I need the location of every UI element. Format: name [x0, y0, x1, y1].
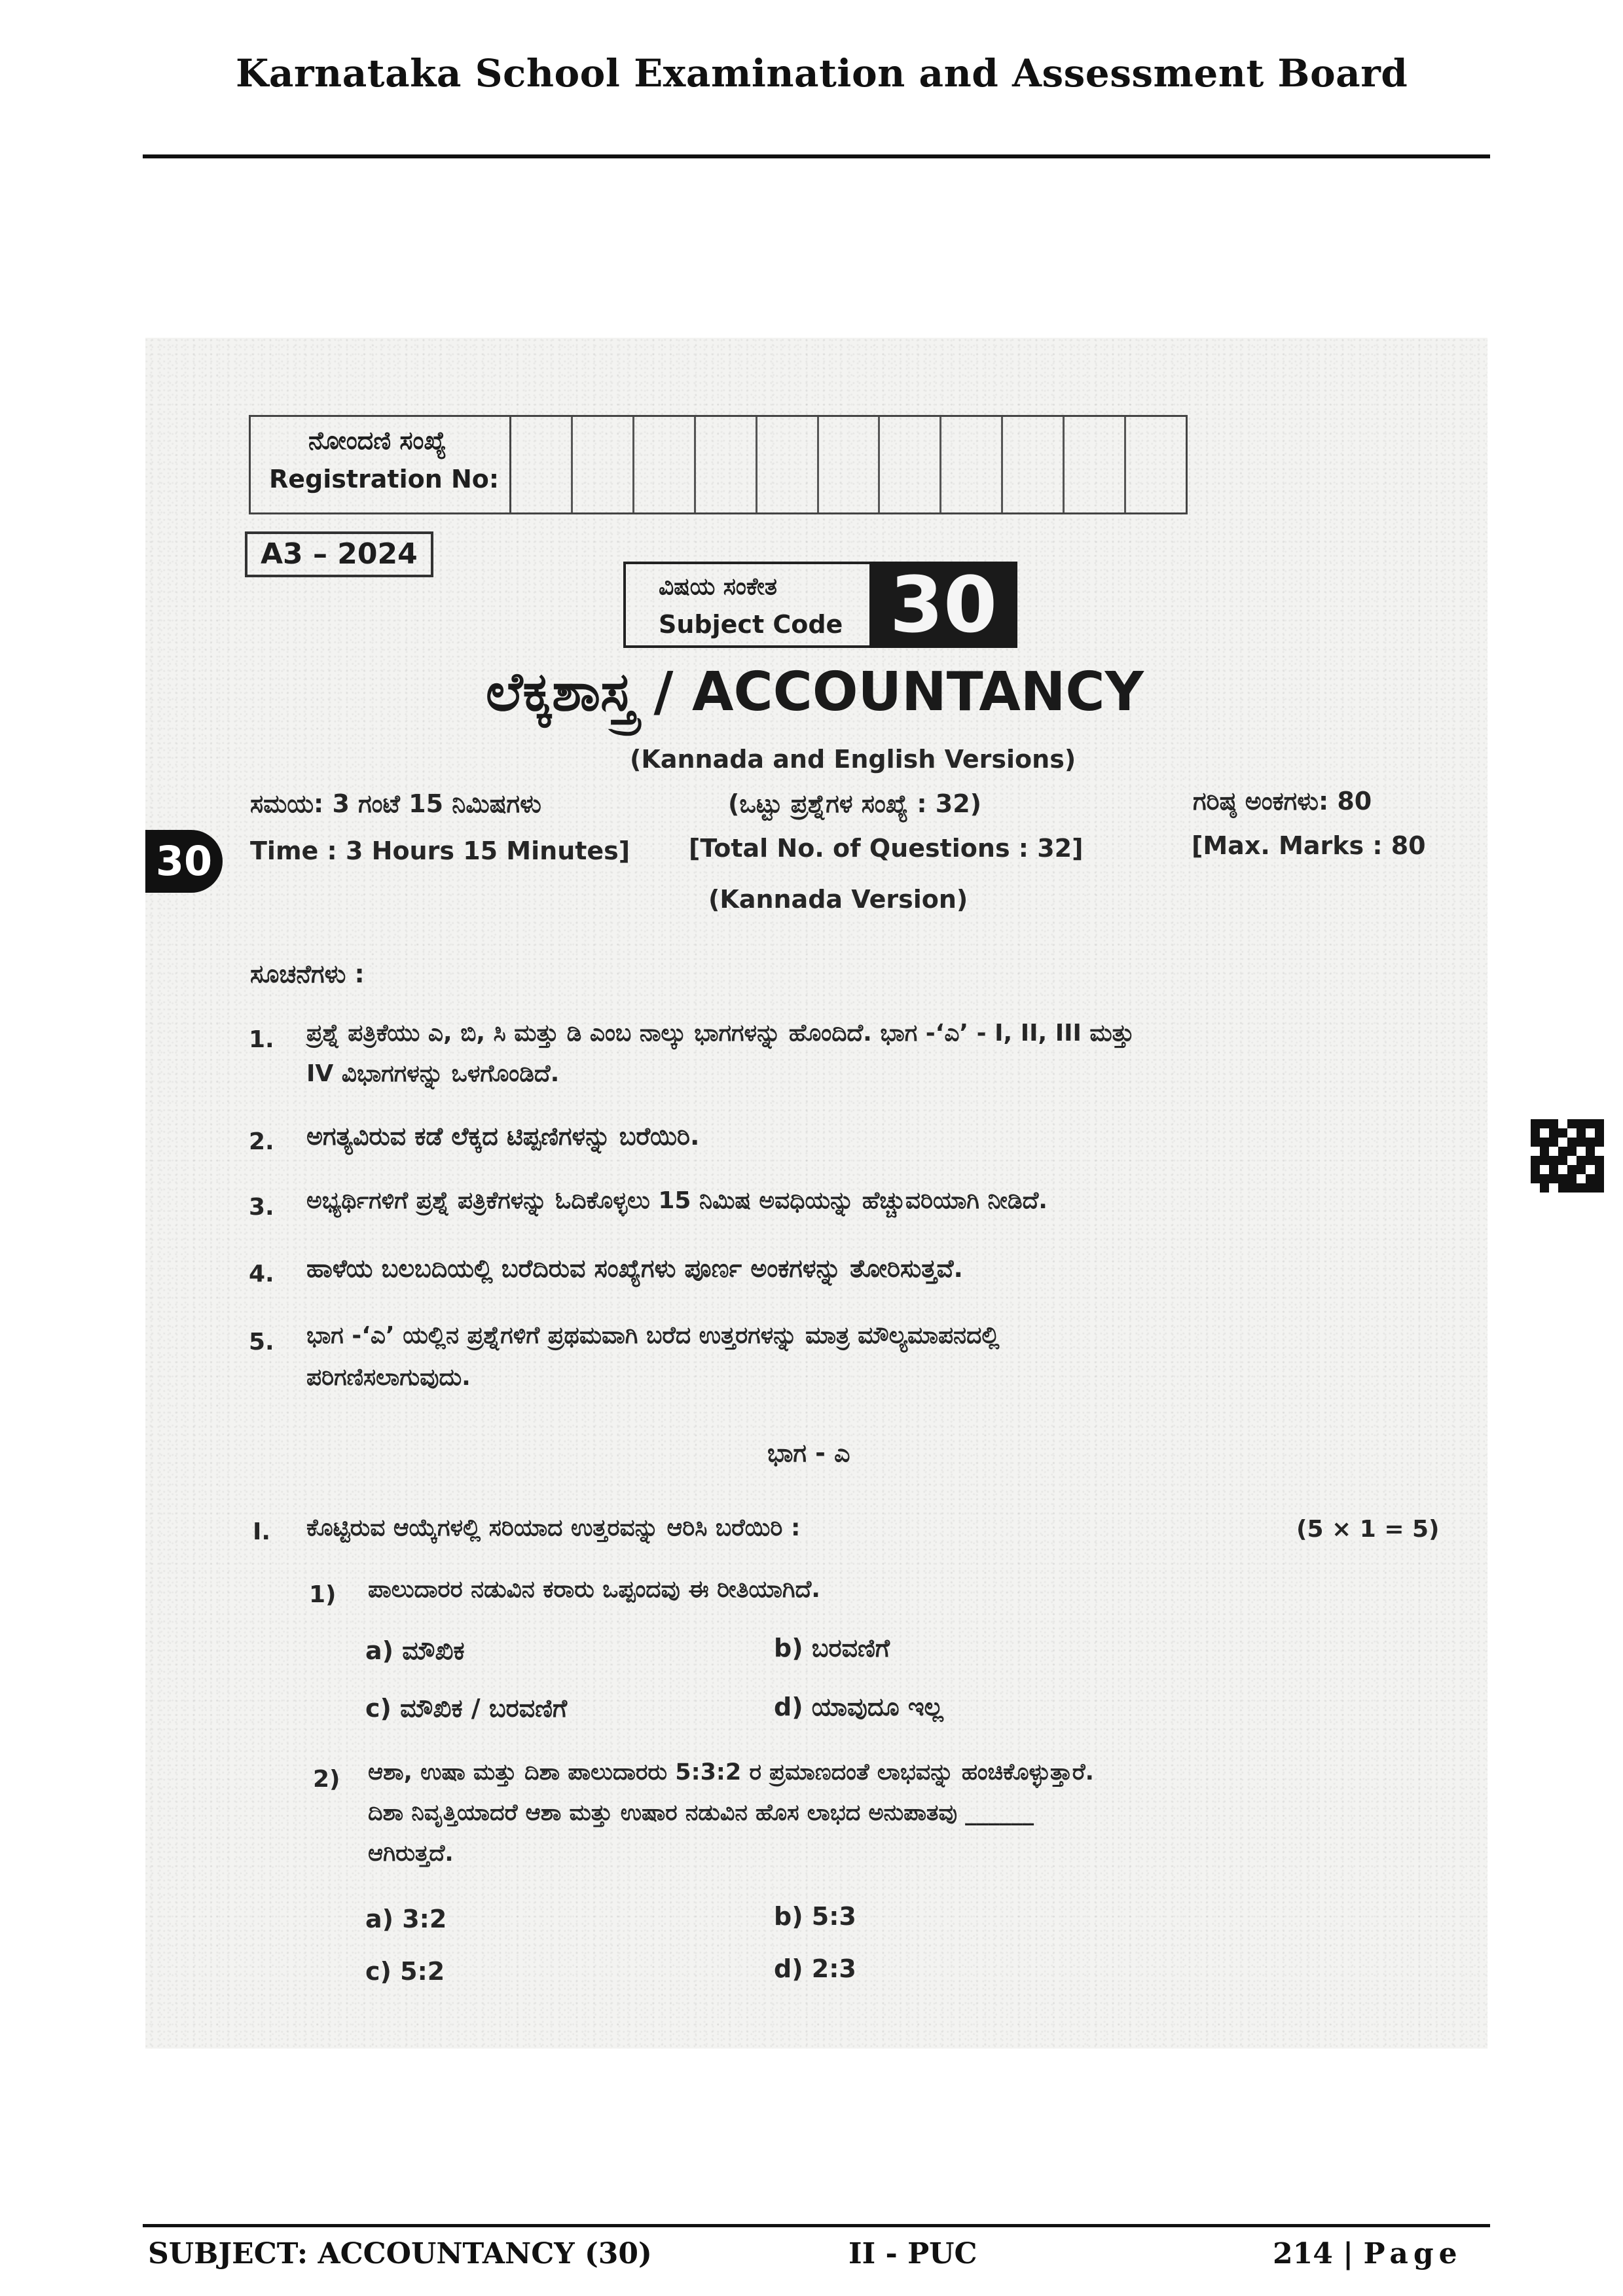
registration-digit-cell: [819, 417, 881, 512]
footer-subject: SUBJECT: ACCOUNTANCY (30): [148, 2237, 652, 2270]
registration-digit-cell: [941, 417, 1003, 512]
page-number: 214 |: [1273, 2237, 1364, 2270]
paper-code-box: A3 – 2024: [245, 531, 433, 577]
question-option: d) ಯಾವುದೂ ಇಲ್ಲ: [774, 1693, 943, 1721]
board-title: Karnataka School Examination and Assessment Board: [236, 51, 1408, 96]
instruction-text: ಅಗತ್ಯವಿರುವ ಕಡೆ ಲೆಕ್ಕದ ಟಿಪ್ಪಣಿಗಳನ್ನು ಬರೆಯಿರಿ.: [306, 1122, 700, 1151]
time-kannada: ಸಮಯ: 3 ಗಂಟೆ 15 ನಿಮಿಷಗಳು: [250, 789, 541, 818]
instruction-text: ಪ್ರಶ್ನೆ ಪತ್ರಿಕೆಯು ಎ, ಬಿ, ಸಿ ಮತ್ತು ಡಿ ಎಂಬ ನಾಲ್ಕು ಭಾಗಗಳನ್ನು ಹೊಂದಿದೆ. ಭಾಗ -‘ಎ’ - I, II, III ಮತ್ತು: [306, 1020, 1135, 1047]
subject-code-box: [623, 562, 1017, 648]
registration-digit-cell: [757, 417, 819, 512]
question-number: 1): [309, 1581, 337, 1608]
time-english: Time : 3 Hours 15 Minutes]: [250, 836, 630, 865]
versions-note: (Kannada and English Versions): [630, 745, 1076, 774]
total-questions-kannada: (ಒಟ್ಟು ಪ್ರಶ್ನೆಗಳ ಸಂಖ್ಯೆ : 32): [728, 789, 982, 818]
registration-digit-cell: [1065, 417, 1126, 512]
question-number: 2): [313, 1766, 340, 1793]
registration-digit-cell: [1003, 417, 1065, 512]
registration-digit-cell: [573, 417, 634, 512]
side-code-tab: 30: [145, 830, 223, 893]
registration-label-kannada: ನೋಂದಣಿ ಸಂಖ್ಯೆ: [308, 426, 447, 455]
page-word: Page: [1363, 2237, 1463, 2270]
section-marks: (5 × 1 = 5): [1296, 1516, 1440, 1543]
subject-code-number: 30: [869, 562, 1017, 648]
instruction-text: ಅಭ್ಯರ್ಥಿಗಳಿಗೆ ಪ್ರಶ್ನೆ ಪತ್ರಿಕೆಗಳನ್ನು ಓದಿಕೊಳ್ಳಲು 15 ನಿಮಿಷ ಅವಧಿಯನ್ನು ಹೆಚ್ಚುವರಿಯಾಗಿ ನೀಡಿದೆ.: [306, 1187, 1048, 1214]
footer-page-number: [1273, 2237, 1463, 2270]
scanned-question-paper: [145, 338, 1487, 2049]
instructions-heading: ಸೂಚನೆಗಳು :: [250, 960, 365, 988]
registration-number-box: [249, 415, 1188, 514]
question-option: c) ಮೌಖಿಕ / ಬರವಣಿಗೆ: [365, 1694, 568, 1723]
qr-code-icon: [1531, 1119, 1604, 1193]
part-a-heading: ಭಾಗ - ಎ: [767, 1439, 850, 1467]
question-option: a) 3:2: [365, 1905, 447, 1933]
footer-rule: [143, 2224, 1490, 2227]
question-text: ದಿಶಾ ನಿವೃತ್ತಿಯಾದರೆ ಆಶಾ ಮತ್ತು ಉಷಾರ ನಡುವಿನ ಹೊಸ ಲಾಭದ ಅನುಪಾತವು ______: [368, 1800, 1034, 1826]
question-option: a) ಮೌಖಿಕ: [365, 1636, 465, 1665]
max-marks-english: [Max. Marks : 80: [1192, 831, 1426, 860]
question-text: ಪಾಲುದಾರರ ನಡುವಿನ ಕರಾರು ಒಪ್ಪಂದವು ಈ ರೀತಿಯಾಗಿದೆ.: [368, 1576, 820, 1603]
subject-title: ಲೆಕ್ಕಶಾಸ್ತ್ರ / ACCOUNTANCY: [486, 661, 1144, 723]
registration-digit-cell: [511, 417, 573, 512]
registration-digit-cell: [696, 417, 757, 512]
instruction-number: 1.: [249, 1026, 274, 1053]
registration-digit-cell: [1126, 417, 1186, 512]
question-option: c) 5:2: [365, 1957, 445, 1986]
instruction-number: 3.: [249, 1194, 274, 1221]
registration-label-english: Registration No:: [269, 465, 500, 493]
question-option: d) 2:3: [774, 1954, 856, 1983]
question-option: b) 5:3: [774, 1902, 856, 1931]
question-option: b) ಬರವಣಿಗೆ: [774, 1634, 890, 1662]
question-text: ಆಶಾ, ಉಷಾ ಮತ್ತು ದಿಶಾ ಪಾಲುದಾರರು 5:3:2 ರ ಪ್ರಮಾಣದಂತೆ ಲಾಭವನ್ನು ಹಂಚಿಕೊಳ್ಳುತ್ತಾರೆ.: [368, 1759, 1094, 1785]
instruction-number: 5.: [249, 1329, 274, 1355]
instruction-text: ಹಾಳೆಯ ಬಲಬದಿಯಲ್ಲಿ ಬರೆದಿರುವ ಸಂಖ್ಯೆಗಳು ಪೂರ್ಣ ಅಂಕಗಳನ್ನು ತೋರಿಸುತ್ತವೆ.: [306, 1254, 963, 1283]
section-number: I.: [253, 1518, 271, 1545]
header-rule: [143, 154, 1490, 158]
version-label: (Kannada Version): [708, 885, 968, 914]
registration-label: [251, 417, 511, 512]
registration-digit-cell: [880, 417, 941, 512]
instruction-number: 2.: [249, 1128, 274, 1155]
subject-code-label-kannada: ವಿಷಯ ಸಂಕೇತ: [659, 573, 777, 600]
section-instruction: ಕೊಟ್ಟಿರುವ ಆಯ್ಕೆಗಳಲ್ಲಿ ಸರಿಯಾದ ಉತ್ತರವನ್ನು ಆರಿಸಿ ಬರೆಯಿರಿ :: [306, 1515, 801, 1541]
instruction-number: 4.: [249, 1261, 274, 1287]
footer-level: II - PUC: [848, 2237, 977, 2270]
registration-digit-cell: [634, 417, 696, 512]
total-questions-english: [Total No. of Questions : 32]: [689, 834, 1084, 863]
question-text: ಆಗಿರುತ್ತದೆ.: [368, 1840, 454, 1867]
subject-code-label-english: Subject Code: [659, 610, 843, 639]
instruction-text: IV ವಿಭಾಗಗಳನ್ನು ಒಳಗೊಂಡಿದೆ.: [306, 1060, 560, 1087]
instruction-text: ಪರಿಗಣಿಸಲಾಗುವುದು.: [306, 1364, 471, 1391]
max-marks-kannada: ಗರಿಷ್ಠ ಅಂಕಗಳು: 80: [1193, 787, 1372, 816]
instruction-text: ಭಾಗ -‘ಎ’ ಯಲ್ಲಿನ ಪ್ರಶ್ನೆಗಳಿಗೆ ಪ್ರಥಮವಾಗಿ ಬರೆದ ಉತ್ತರಗಳನ್ನು ಮಾತ್ರ ಮೌಲ್ಯಮಾಪನದಲ್ಲಿ: [306, 1322, 1000, 1349]
